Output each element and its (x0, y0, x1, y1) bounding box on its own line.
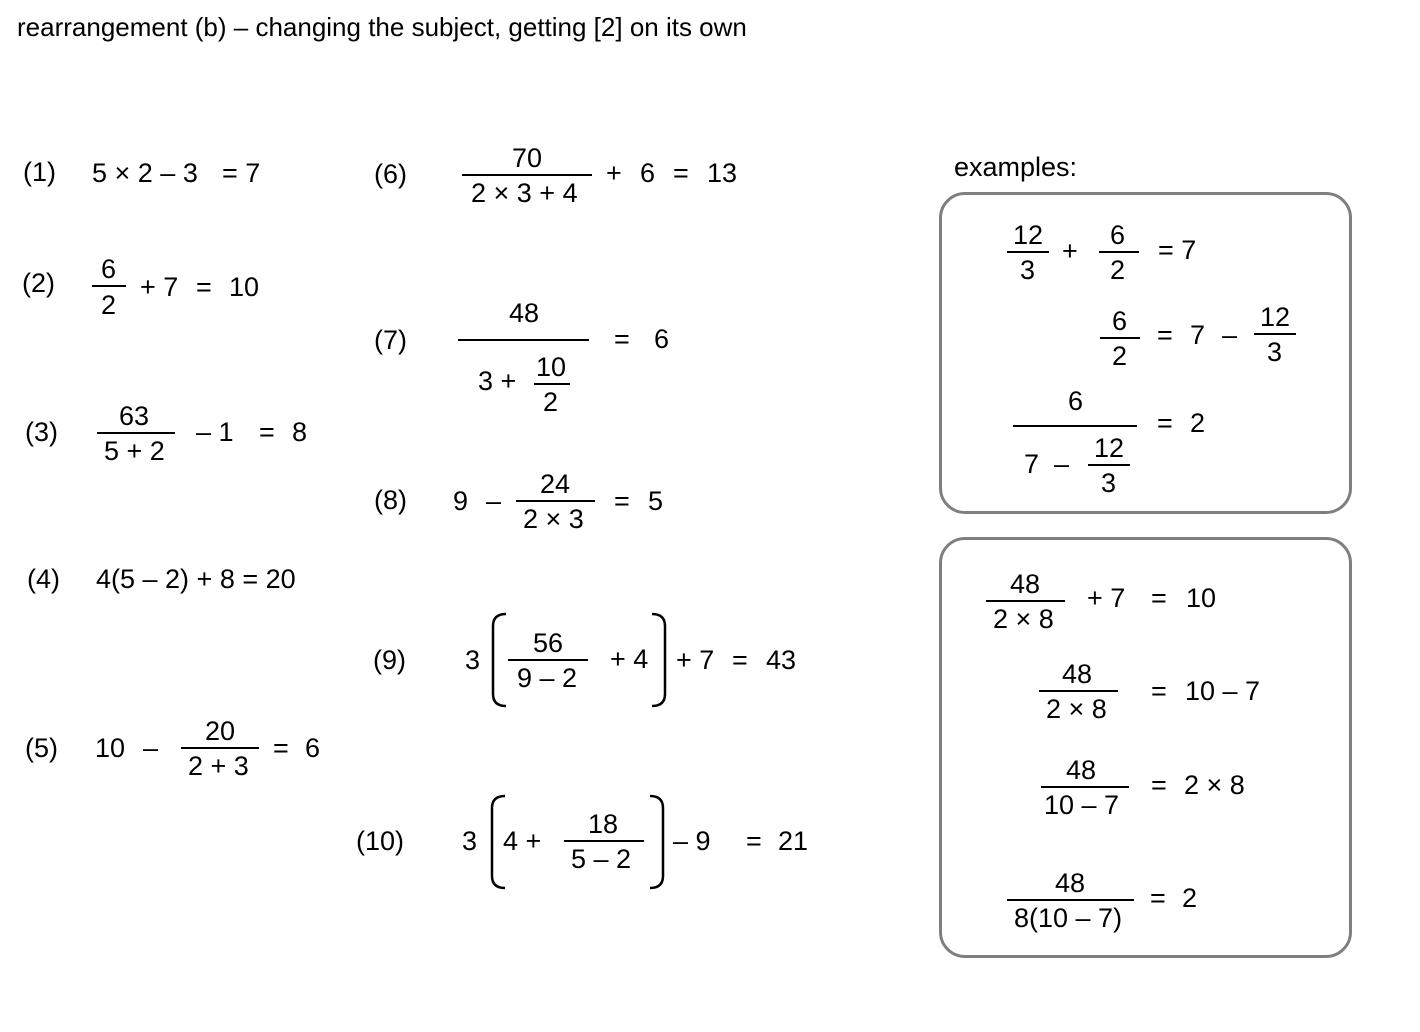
minus-sign: – (1054, 449, 1070, 479)
equals-sign: = (1150, 883, 1166, 913)
fraction-numerator: 63 (119, 401, 150, 431)
addend: 6 (640, 158, 656, 188)
fraction-bar (1099, 251, 1139, 253)
rhs-value: 6 (654, 324, 670, 354)
fraction-denominator: 2 × 8 (1046, 694, 1107, 724)
question-label: (5) (25, 733, 58, 763)
fraction-denominator: 3 (1267, 337, 1283, 367)
equals-sign: = (1157, 408, 1173, 438)
equals-sign: = (614, 324, 630, 354)
question-label: (10) (356, 826, 405, 856)
minus-sign: – (143, 733, 159, 763)
fraction-numerator: 12 (1260, 302, 1291, 332)
fraction-numerator: 56 (533, 628, 564, 658)
value: 7 (1190, 320, 1206, 350)
rhs-value: 2 (1182, 883, 1198, 913)
fraction-bar (458, 339, 589, 341)
fraction-denominator: 5 + 2 (104, 436, 165, 466)
fraction-numerator: 6 (1068, 386, 1084, 416)
nested-fraction-bar (1088, 464, 1130, 466)
inner-term: 4 + (503, 826, 542, 856)
fraction-numerator: 20 (205, 716, 236, 746)
question-label: (8) (374, 485, 407, 515)
rhs-value: 8 (292, 417, 308, 447)
fraction-denominator: 2 (101, 290, 117, 320)
denominator-lead: 3 + (478, 366, 517, 396)
fraction-bar (1254, 333, 1296, 335)
fraction-numerator: 24 (540, 469, 571, 499)
fraction-denominator: 2 (1112, 341, 1128, 371)
fraction-numerator: 48 (1062, 659, 1093, 689)
expression: 5 × 2 – 3 (92, 158, 198, 188)
question-label: (3) (25, 417, 58, 447)
rhs-value: 10 (229, 272, 260, 302)
fraction-numerator: 48 (509, 298, 540, 328)
equals-sign: = (259, 417, 275, 447)
fraction-numerator: 48 (1055, 868, 1086, 898)
fraction-numerator: 6 (1112, 306, 1128, 336)
rhs-value: 6 (305, 733, 321, 763)
equals-rhs: = 7 (1158, 235, 1197, 265)
fraction-denominator: 2 × 8 (993, 604, 1054, 634)
fraction-numerator: 48 (1066, 755, 1097, 785)
equals-sign: = (732, 645, 748, 675)
expression: 4(5 – 2) + 8 = 20 (96, 564, 296, 594)
fraction-numerator: 12 (1013, 220, 1044, 250)
fraction-bar (462, 174, 592, 176)
addend: + 7 (676, 645, 715, 675)
leading-term: 9 (453, 486, 469, 516)
equals-sign: = (673, 158, 689, 188)
plus-sign: + (606, 158, 622, 188)
rhs-value: 43 (766, 645, 797, 675)
fraction-bar (1041, 786, 1129, 788)
equals-sign: = (614, 486, 630, 516)
rhs-value: 10 – 7 (1185, 676, 1261, 706)
fraction-numerator: 6 (1110, 220, 1126, 250)
fraction-denominator: 10 – 7 (1044, 790, 1120, 820)
minus-sign: – (486, 486, 502, 516)
fraction-bar (508, 659, 588, 661)
question-label: (9) (373, 645, 406, 675)
question-label: (6) (374, 159, 407, 189)
right-bracket (650, 612, 668, 708)
example-box-1 (939, 192, 1352, 514)
denominator-lead: 7 (1024, 449, 1040, 479)
rhs-value: 10 (1186, 583, 1217, 613)
nested-numerator: 12 (1094, 433, 1125, 463)
plus-sign: + (1062, 236, 1078, 266)
coefficient: 3 (462, 826, 478, 856)
rhs-value: 21 (778, 826, 809, 856)
equals-sign: = (273, 733, 289, 763)
fraction-bar (986, 600, 1065, 602)
fraction-bar (1100, 337, 1140, 339)
addend: + 7 (140, 272, 179, 302)
equals-sign: = (1151, 770, 1167, 800)
left-bracket (490, 612, 508, 708)
fraction-denominator: 2 × 3 (523, 504, 584, 534)
fraction-numerator: 48 (1010, 569, 1041, 599)
fraction-bar (516, 500, 595, 502)
fraction-denominator: 2 + 3 (188, 751, 249, 781)
subtrahend: – 9 (673, 826, 711, 856)
fraction-denominator: 5 – 2 (571, 844, 632, 874)
equals-sign: = (746, 826, 762, 856)
fraction-bar (92, 285, 126, 287)
equals-sign: = (1151, 583, 1167, 613)
fraction-denominator: 2 (1110, 255, 1126, 285)
addend: + 7 (1087, 583, 1126, 613)
rhs-value: 13 (707, 158, 738, 188)
right-bracket (648, 794, 666, 890)
rhs-value: 2 × 8 (1184, 770, 1245, 800)
coefficient: 3 (465, 645, 481, 675)
equals-rhs: = 7 (222, 158, 261, 188)
fraction-bar (564, 840, 644, 842)
question-label: (2) (22, 268, 55, 298)
equals-sign: = (1157, 320, 1173, 350)
fraction-bar (1007, 899, 1134, 901)
minus-sign: – (1222, 320, 1238, 350)
rhs-value: 5 (648, 486, 664, 516)
question-label: (4) (27, 564, 60, 594)
fraction-denominator: 2 × 3 + 4 (471, 178, 578, 208)
question-label: (7) (374, 325, 407, 355)
nested-fraction-bar (534, 383, 570, 385)
inner-addend: + 4 (610, 644, 649, 674)
fraction-bar (1013, 425, 1137, 427)
fraction-numerator: 18 (588, 809, 619, 839)
fraction-denominator: 3 (1020, 255, 1036, 285)
page-title: rearrangement (b) – changing the subject, getting [2] on its own (17, 12, 747, 42)
rhs-value: 2 (1190, 408, 1206, 438)
nested-denominator: 3 (1101, 468, 1117, 498)
fraction-bar (1039, 690, 1118, 692)
examples-heading: examples: (954, 152, 1078, 182)
equals-sign: = (1151, 676, 1167, 706)
nested-denominator: 2 (543, 387, 559, 417)
fraction-numerator: 70 (512, 143, 543, 173)
subtrahend: – 1 (196, 417, 234, 447)
fraction-numerator: 6 (101, 254, 117, 284)
nested-numerator: 10 (536, 352, 567, 382)
equals-sign: = (196, 272, 212, 302)
question-label: (1) (23, 157, 56, 187)
fraction-denominator: 8(10 – 7) (1014, 903, 1123, 933)
leading-term: 10 (95, 733, 126, 763)
fraction-denominator: 9 – 2 (517, 663, 578, 693)
fraction-bar (181, 747, 259, 749)
fraction-bar (1007, 251, 1049, 253)
fraction-bar (97, 432, 175, 434)
